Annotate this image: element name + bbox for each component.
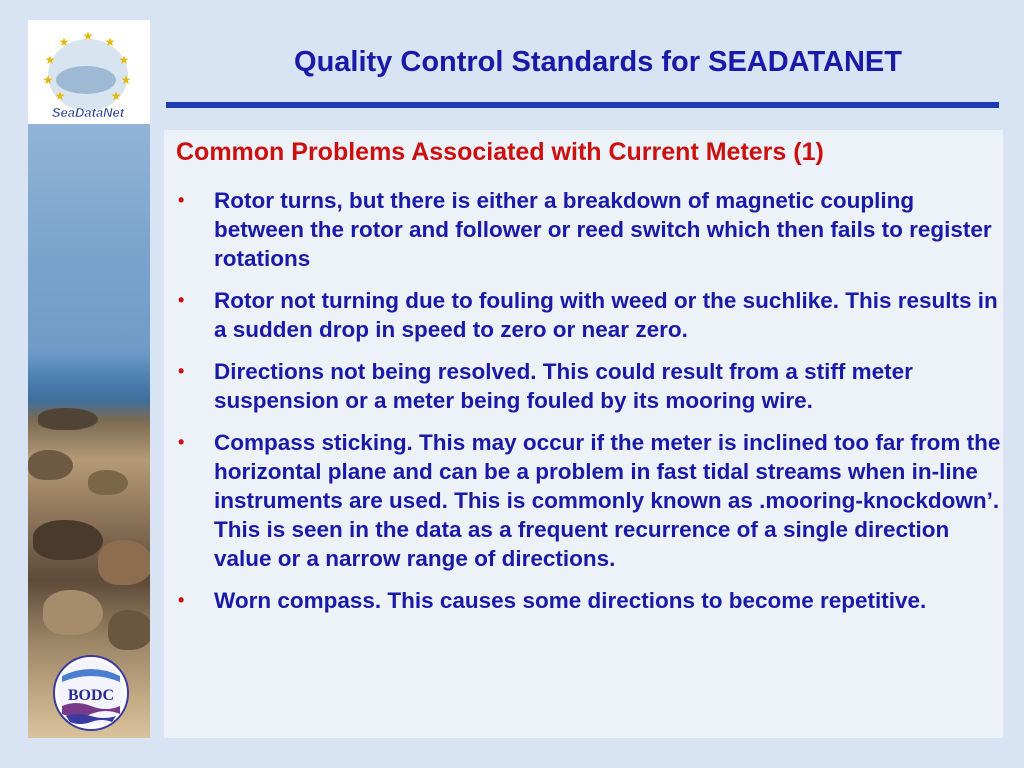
- svg-text:★: ★: [58, 35, 70, 49]
- svg-text:★: ★: [104, 35, 116, 49]
- coastline-photo: [28, 20, 150, 738]
- svg-text:★: ★: [44, 53, 56, 67]
- svg-text:★: ★: [118, 53, 130, 67]
- bullet-text: Rotor not turning due to fouling with weed or the suchlike. This results in a sudden drop in speed to zero or near zero.: [214, 288, 998, 342]
- bullet-marker: •: [178, 190, 185, 210]
- seadatanet-logo: [28, 20, 150, 124]
- svg-text:★: ★: [82, 29, 94, 43]
- svg-text:★: ★: [110, 89, 122, 103]
- bullet-marker: •: [178, 361, 185, 381]
- list-item: [172, 586, 1002, 615]
- svg-text:★: ★: [120, 73, 132, 87]
- svg-text:★: ★: [54, 89, 66, 103]
- bullet-list: [172, 186, 1002, 628]
- list-item: [172, 428, 1002, 573]
- bodc-logo-text: BODC: [67, 687, 115, 704]
- bullet-marker: •: [178, 590, 185, 610]
- list-item: [172, 186, 1002, 273]
- section-heading: Common Problems Associated with Current Meters (1): [176, 138, 824, 166]
- bullet-text: Directions not being resolved. This could result from a stiff meter suspension or a meter being fouled by its mooring wire.: [214, 359, 913, 413]
- slide-title: Quality Control Standards for SEADATANET: [294, 46, 902, 78]
- svg-text:★: ★: [42, 73, 54, 87]
- bullet-text: Compass sticking. This may occur if the meter is inclined too far from the horizontal plane and can be a problem in fast tidal streams when in-line instruments are used. This is commonly known as .mooring-knockdown’. This is seen in the data as a frequent recurrence of a single direction value or a narrow range of directions.: [214, 430, 1001, 571]
- bullet-marker: •: [178, 290, 185, 310]
- list-item: [172, 357, 1002, 415]
- bullet-text: Worn compass. This causes some directions to become repetitive.: [214, 588, 927, 613]
- title-divider: [166, 102, 999, 108]
- bullet-marker: •: [178, 432, 185, 452]
- bullet-text: Rotor turns, but there is either a breakdown of magnetic coupling between the rotor and follower or reed switch which then fails to register rotations: [214, 188, 992, 271]
- bodc-logo: [52, 654, 130, 732]
- seadatanet-logo-text: SeaDataNet: [51, 105, 125, 120]
- list-item: [172, 286, 1002, 344]
